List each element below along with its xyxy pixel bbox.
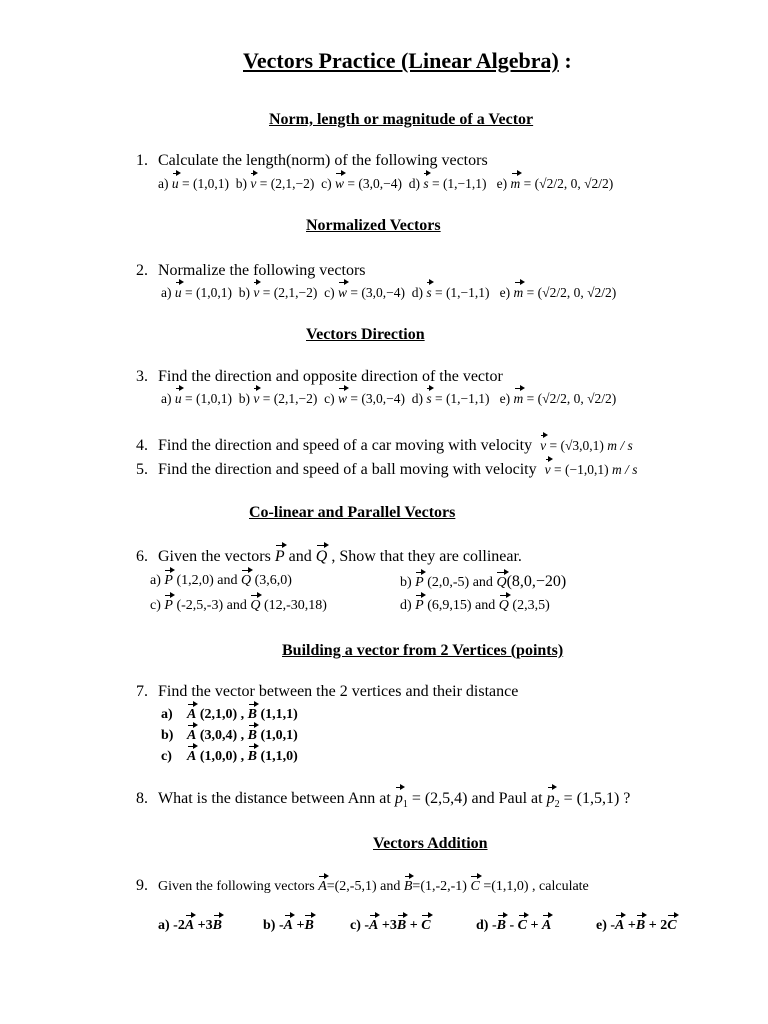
vector-value: = (1,−1,1) — [431, 285, 490, 300]
vector-value: =(1,1,0) , calculate — [479, 879, 589, 894]
operator: + — [526, 918, 542, 933]
question-6 — [136, 548, 522, 566]
item-label: c) — [324, 391, 335, 406]
item-label: c) — [321, 176, 332, 191]
q9-item-a — [158, 918, 222, 934]
vector-b: B — [304, 918, 314, 933]
vector-p1: p — [394, 790, 403, 807]
vector-v: v — [544, 462, 551, 477]
question-text: Given the vectors — [158, 548, 275, 565]
vector-value: = (√3,0,1) — [546, 438, 608, 453]
question-number: 7. — [136, 683, 148, 700]
q9-item-c — [350, 918, 431, 934]
vector-q: Q — [250, 598, 261, 613]
vector-value: = (√2/2, 0, √2/2) — [523, 391, 617, 406]
q6-item-a — [150, 573, 292, 589]
item-label: b) — [400, 575, 416, 590]
q7-item-a — [161, 707, 298, 723]
vector-q: Q — [241, 573, 252, 588]
question-5 — [136, 461, 637, 479]
question-9 — [136, 877, 589, 895]
vector-a: A — [187, 749, 197, 764]
vector-value: = (3,0,−4) — [346, 391, 405, 406]
vector-value: (1,1,0) — [257, 749, 298, 764]
question-number: 6. — [136, 548, 148, 565]
vector-c: C — [470, 879, 480, 894]
item-label: b) — [238, 285, 250, 300]
section-heading-addition: Vectors Addition — [373, 835, 488, 852]
vector-m: m — [513, 285, 524, 300]
question-text: Find the vector between the 2 vertices and their distance — [158, 683, 519, 700]
question-text: and — [284, 548, 316, 565]
vector-value: = (2,1,−2) — [256, 176, 315, 191]
question-text: What is the distance between Ann at — [158, 790, 395, 807]
vector-value: = (1,−1,1) — [431, 391, 490, 406]
item-label: a) — [161, 391, 172, 406]
vector-s: s — [426, 285, 432, 300]
vector-w: w — [337, 391, 347, 406]
item-label: a) — [158, 176, 169, 191]
item-label: e) - — [596, 918, 616, 933]
vector-p: P — [164, 598, 173, 613]
vector-value: (1,0,1) — [257, 728, 298, 743]
vector-b: B — [247, 749, 258, 764]
vector-v: v — [250, 176, 257, 191]
question-text: Normalize the following vectors — [158, 262, 366, 279]
item-label: d) — [411, 285, 423, 300]
item-label: c) — [324, 285, 335, 300]
vector-p: P — [415, 575, 424, 590]
item-label: a) — [161, 285, 172, 300]
vector-p: P — [415, 598, 424, 613]
q7-item-c — [161, 749, 298, 765]
vector-p2: p — [546, 790, 555, 807]
vector-w: w — [337, 285, 347, 300]
operator: - — [505, 918, 518, 933]
vector-value: (12,-30,18) — [260, 598, 327, 613]
vector-c: C — [421, 918, 431, 933]
vector-m: m — [510, 176, 521, 191]
item-label: c) — [161, 749, 172, 764]
question-text: and Paul at — [467, 790, 547, 807]
vector-u: u — [174, 285, 182, 300]
vector-s: s — [423, 176, 429, 191]
item-label: b) — [238, 391, 250, 406]
vector-value: =(2,-5,1) and — [326, 879, 404, 894]
question-3 — [136, 368, 503, 386]
question-text: , Show that they are collinear. — [327, 548, 522, 565]
item-label: d) — [400, 598, 416, 613]
vector-u: u — [174, 391, 182, 406]
vector-a: A — [318, 879, 327, 894]
vector-a: A — [369, 918, 379, 933]
vector-list-q1 — [158, 176, 613, 192]
question-text: Calculate the length(norm) of the following vectors — [158, 152, 488, 169]
section-heading-colinear: Co-linear and Parallel Vectors — [249, 504, 456, 521]
item-label: e) — [499, 391, 511, 406]
page-title — [243, 48, 572, 74]
vector-v: v — [253, 391, 260, 406]
item-label: d) — [411, 391, 423, 406]
q9-item-e — [596, 918, 677, 934]
vector-value: = (1,−1,1) — [428, 176, 487, 191]
vector-b: B — [635, 918, 646, 933]
question-number: 1. — [136, 152, 148, 169]
item-label: e) — [499, 285, 511, 300]
vector-value: (-2,5,-3) and — [172, 598, 251, 613]
vector-a: A — [283, 918, 293, 933]
vector-c: C — [517, 918, 527, 933]
vector-w: w — [334, 176, 344, 191]
operator: + — [624, 918, 636, 933]
vector-q: Q — [496, 575, 507, 590]
question-text: Find the direction and speed of a ball moving with velocity — [158, 461, 537, 478]
vector-b: B — [212, 918, 222, 933]
question-number: 3. — [136, 368, 148, 385]
vector-p: P — [164, 573, 173, 588]
question-text: Find the direction and speed of a car moving with velocity — [158, 437, 533, 454]
page-title-suffix: : — [558, 48, 572, 73]
question-2 — [136, 262, 366, 280]
q6-item-b — [400, 573, 566, 591]
unit: m / s — [607, 438, 633, 453]
vector-value: = (2,1,−2) — [259, 391, 318, 406]
q6-item-c — [150, 598, 327, 614]
vector-a: A — [187, 728, 197, 743]
vector-value: (2,3,5) — [508, 598, 550, 613]
vector-q: Q — [498, 598, 509, 613]
section-heading-building: Building a vector from 2 Vertices (points) — [282, 642, 564, 659]
question-number: 8. — [136, 790, 148, 807]
vector-a: A — [541, 918, 552, 933]
item-label: b) - — [263, 918, 284, 933]
q9-item-d — [476, 918, 551, 934]
vector-a: A — [615, 918, 625, 933]
vector-c: C — [667, 918, 677, 933]
item-label: d) - — [476, 918, 497, 933]
item-label: b) — [161, 728, 174, 743]
vector-value: = (√2/2, 0, √2/2) — [520, 176, 614, 191]
section-heading-norm: Norm, length or magnitude of a Vector — [269, 111, 534, 128]
question-4 — [136, 437, 633, 455]
section-heading-normalized: Normalized Vectors — [306, 217, 441, 234]
vector-v: v — [540, 438, 547, 453]
question-8 — [136, 790, 630, 810]
vector-value: = (−1,0,1) — [550, 462, 612, 477]
vector-value: =(1,-2,-1) — [412, 879, 471, 894]
subscript: 1 — [402, 799, 408, 811]
item-label: a) — [161, 707, 173, 722]
q6-item-d — [400, 598, 550, 614]
question-number: 2. — [136, 262, 148, 279]
item-label: d) — [408, 176, 420, 191]
vector-value: (1,2,0) and — [172, 573, 241, 588]
operator: +3 — [194, 918, 213, 933]
operator: + — [292, 918, 305, 933]
item-label: c) — [150, 598, 165, 613]
question-text: Find the direction and opposite direction of the vector — [158, 368, 503, 385]
item-label: e) — [496, 176, 508, 191]
vector-b: B — [247, 728, 258, 743]
vector-value: (3,0,4) , — [196, 728, 248, 743]
vector-value: = (3,0,−4) — [346, 285, 405, 300]
q9-item-b — [263, 918, 314, 934]
page-title-text: Vectors Practice (Linear Algebra) — [243, 48, 559, 73]
vector-list-q2 — [161, 285, 616, 301]
q7-item-b — [161, 728, 298, 744]
vector-value: (3,6,0) — [251, 573, 292, 588]
vector-b: B — [247, 707, 258, 722]
item-label: c) - — [350, 918, 370, 933]
vector-q: Q — [315, 548, 328, 565]
vector-value: (1,0,0) , — [196, 749, 248, 764]
vector-list-q3 — [161, 391, 616, 407]
vector-s: s — [426, 391, 432, 406]
vector-value: = (√2/2, 0, √2/2) — [523, 285, 617, 300]
operator: + — [406, 918, 422, 933]
vector-value: (8,0,−20) — [506, 573, 567, 590]
vector-value: = (1,0,1) — [181, 391, 232, 406]
vector-value: = (1,5,1) ? — [559, 790, 631, 807]
question-number: 4. — [136, 437, 148, 454]
question-1 — [136, 152, 488, 170]
vector-value: = (2,1,−2) — [259, 285, 318, 300]
question-text: Given the following vectors — [158, 879, 319, 894]
question-number: 5. — [136, 461, 148, 478]
item-label: a) — [150, 573, 165, 588]
subscript: 2 — [554, 799, 560, 811]
vector-value: = (1,0,1) — [181, 285, 232, 300]
vector-a: A — [187, 707, 197, 722]
question-number: 9. — [136, 877, 148, 894]
vector-u: u — [171, 176, 179, 191]
operator: +3 — [378, 918, 397, 933]
vector-v: v — [253, 285, 260, 300]
vector-b: B — [396, 918, 407, 933]
vector-p: P — [274, 548, 285, 565]
item-label: a) -2 — [158, 918, 185, 933]
vector-value: (1,1,1) — [257, 707, 298, 722]
vector-value: (2,0,-5) and — [423, 575, 497, 590]
vector-a: A — [184, 918, 195, 933]
vector-value: (2,1,0) , — [196, 707, 248, 722]
vector-b: B — [403, 879, 413, 894]
vector-value: = (2,5,4) — [407, 790, 468, 807]
vector-m: m — [513, 391, 524, 406]
vector-b: B — [496, 918, 506, 933]
question-7 — [136, 683, 518, 701]
unit: m / s — [611, 462, 638, 477]
vector-value: (6,9,15) and — [423, 598, 499, 613]
section-heading-direction: Vectors Direction — [306, 326, 425, 343]
vector-value: = (3,0,−4) — [343, 176, 402, 191]
vector-value: = (1,0,1) — [178, 176, 229, 191]
item-label: b) — [235, 176, 247, 191]
operator: + 2 — [645, 918, 668, 933]
